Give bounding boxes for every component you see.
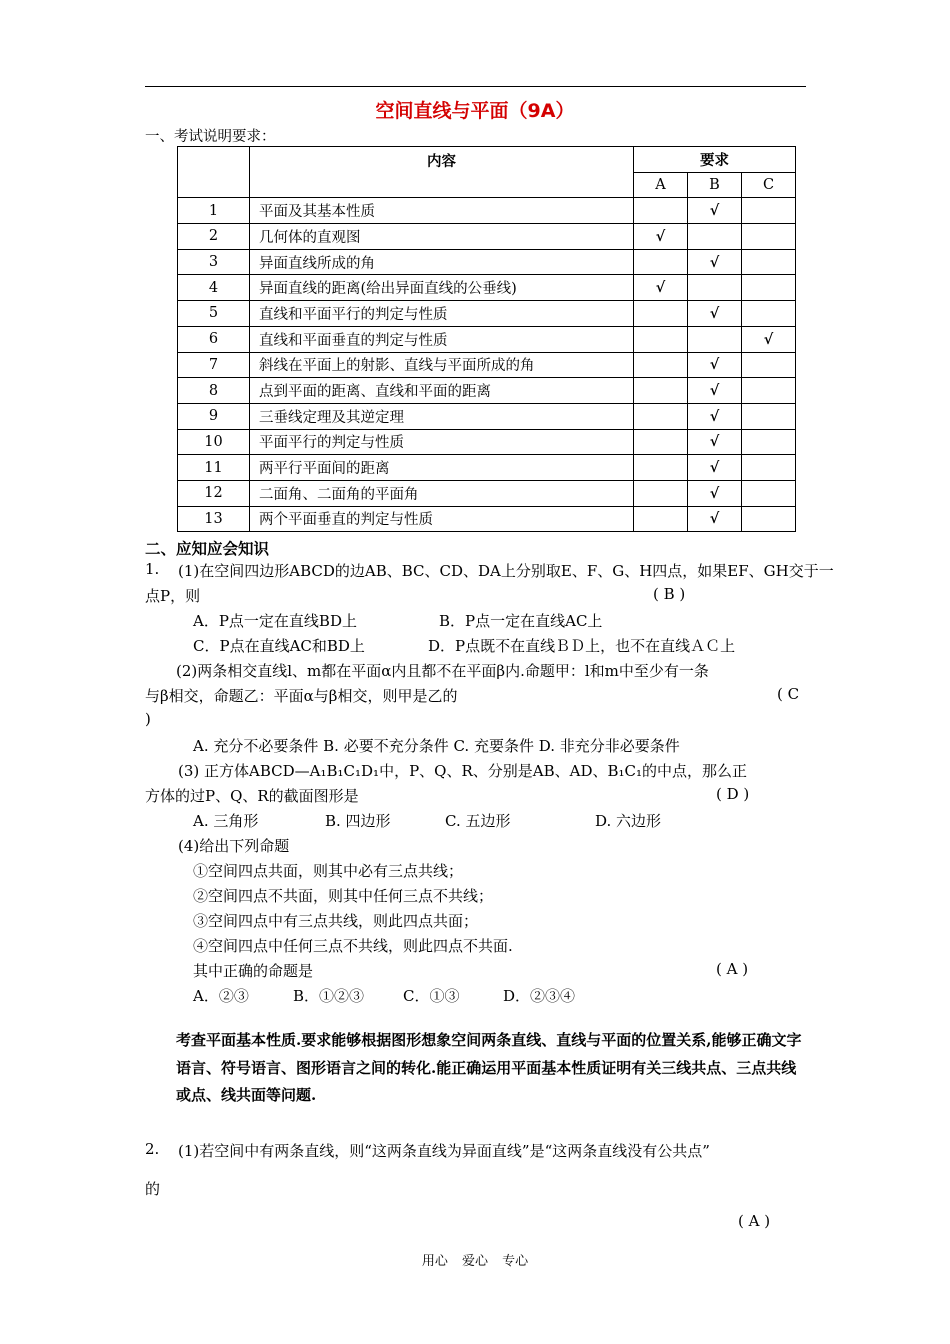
row-number: 1: [178, 198, 250, 224]
q1-part4-item-1: ①空间四点共面，则其中必有三点共线；: [193, 862, 464, 880]
level-a-cell: [634, 429, 688, 455]
level-a-cell: [634, 378, 688, 404]
check-mark-icon: √: [709, 202, 720, 220]
q1-part4-item-4: ④空间四点中任何三点不共线，则此四点不共面.: [193, 937, 513, 955]
level-c-cell: [742, 506, 796, 532]
q1-part2-answer-open: ( C: [777, 685, 800, 703]
check-mark-icon: √: [709, 433, 720, 451]
row-content: 异面直线所成的角: [250, 249, 634, 275]
level-a-cell: [634, 249, 688, 275]
check-mark-icon: √: [655, 227, 666, 245]
table-row: [178, 326, 796, 352]
summary-text: 考查平面基本性质.要求能够根据图形想象空间两条直线、直线与平面的位置关系,能够正确文字语言、符号语言、图形语言之间的转化.能正确运用平面基本性质证明有关三线共点、三点共线或点、线共面等问题.: [176, 1031, 802, 1104]
q1-part4-answer: ( A ): [716, 960, 749, 978]
q1-part4-option-b: B．①②③: [293, 987, 365, 1005]
q1-part1-option-c: C．P点在直线AC和BD上: [193, 637, 365, 655]
section-1-heading: 一、考试说明要求：: [145, 129, 276, 145]
row-number: 8: [178, 378, 250, 404]
level-b-cell: [688, 480, 742, 506]
row-number: 6: [178, 326, 250, 352]
summary-paragraph: [176, 1027, 806, 1110]
row-content: 直线和平面平行的判定与性质: [250, 301, 634, 327]
level-b-cell: [688, 249, 742, 275]
q1-part2-answer-close: ): [145, 710, 151, 728]
level-b-cell: [688, 275, 742, 301]
level-c-cell: [742, 301, 796, 327]
level-c-header: C: [742, 172, 796, 198]
q1-part4-item-2: ②空间四点不共面，则其中任何三点不共线；: [193, 887, 494, 905]
q1-part1-line2: 点P，则: [145, 587, 201, 605]
row-number: 5: [178, 301, 250, 327]
row-number: 2: [178, 224, 250, 250]
level-a-cell: [634, 506, 688, 532]
row-content: 三垂线定理及其逆定理: [250, 403, 634, 429]
level-b-cell: [688, 403, 742, 429]
row-content: 平面平行的判定与性质: [250, 429, 634, 455]
table-row: [178, 224, 796, 250]
table-row: [178, 403, 796, 429]
row-number: 10: [178, 429, 250, 455]
q1-number: 1.: [145, 560, 160, 578]
requirements-table: [177, 146, 796, 532]
q1-part4-option-a: A．②③: [193, 987, 249, 1005]
check-mark-icon: √: [709, 382, 720, 400]
row-content: 点到平面的距离、直线和平面的距离: [250, 378, 634, 404]
level-a-cell: [634, 301, 688, 327]
row-number: 13: [178, 506, 250, 532]
header-content: 内容: [250, 147, 634, 198]
q1-part2-line2: 与β相交，命题乙：平面α与β相交，则甲是乙的: [145, 687, 458, 705]
level-c-cell: [742, 403, 796, 429]
q1-part4-line1: (4)给出下列命题: [178, 837, 290, 855]
q1-part1-option-d: D．P点既不在直线ＢＤ上，也不在直线ＡＣ上: [428, 637, 736, 655]
q1-part2-options: A. 充分不必要条件 B. 必要不充分条件 C. 充要条件 D. 非充分非必要条件: [193, 737, 680, 755]
q1-part4-item-3: ③空间四点中有三点共线，则此四点共面；: [193, 912, 479, 930]
table-corner-cell: [178, 147, 250, 198]
q1-part1-option-b: B．P点一定在直线AC上: [439, 612, 603, 630]
level-c-cell: [742, 429, 796, 455]
level-a-cell: [634, 352, 688, 378]
level-c-cell: [742, 326, 796, 352]
level-b-header: B: [688, 172, 742, 198]
level-a-cell: [634, 198, 688, 224]
q1-part4-question: 其中正确的命题是: [193, 962, 314, 980]
row-content: 两个平面垂直的判定与性质: [250, 506, 634, 532]
level-c-cell: [742, 224, 796, 250]
row-number: 3: [178, 249, 250, 275]
level-b-cell: [688, 429, 742, 455]
level-a-cell: [634, 455, 688, 481]
q1-part3-option-a: A. 三角形: [193, 812, 259, 830]
check-mark-icon: √: [709, 356, 720, 374]
q1-part3-option-c: C. 五边形: [445, 812, 511, 830]
level-b-cell: [688, 326, 742, 352]
level-a-cell: [634, 403, 688, 429]
q1-part3-line2: 方体的过P、Q、R的截面图形是: [145, 787, 359, 805]
q1-part3-line1: (3) 正方体ABCD—A₁B₁C₁D₁中，P、Q、R、分别是AB、AD、B₁C₁的中点，那么正: [178, 762, 747, 780]
row-number: 4: [178, 275, 250, 301]
level-b-cell: [688, 301, 742, 327]
level-c-cell: [742, 352, 796, 378]
table-row: [178, 275, 796, 301]
row-number: 12: [178, 480, 250, 506]
q1-part1-line1: (1)在空间四边形ABCD的边AB、BC、CD、DA上分别取E、F、G、H四点，如果EF、GH交于一: [178, 562, 834, 580]
page-title: 空间直线与平面（9A）: [375, 100, 575, 122]
table-row: [178, 378, 796, 404]
row-content: 二面角、二面角的平面角: [250, 480, 634, 506]
header-requirement: 要求: [634, 147, 796, 173]
row-content: 直线和平面垂直的判定与性质: [250, 326, 634, 352]
level-b-cell: [688, 455, 742, 481]
q1-part1-answer: ( B ): [653, 585, 686, 603]
table-row: [178, 429, 796, 455]
check-mark-icon: √: [709, 304, 720, 322]
row-content: 几何体的直观图: [250, 224, 634, 250]
level-a-cell: [634, 275, 688, 301]
check-mark-icon: √: [709, 407, 720, 425]
header-rule: [145, 86, 806, 87]
level-c-cell: [742, 455, 796, 481]
level-a-header: A: [634, 172, 688, 198]
level-a-cell: [634, 224, 688, 250]
level-c-cell: [742, 198, 796, 224]
row-content: 两平行平面间的距离: [250, 455, 634, 481]
level-c-cell: [742, 480, 796, 506]
q1-part3-answer: ( D ): [716, 785, 750, 803]
page-footer: 用心 爱心 专心: [421, 1254, 529, 1269]
table-row: [178, 352, 796, 378]
check-mark-icon: √: [709, 253, 720, 271]
q2-line2: 的: [145, 1180, 161, 1198]
level-b-cell: [688, 224, 742, 250]
row-number: 11: [178, 455, 250, 481]
row-content: 斜线在平面上的射影、直线与平面所成的角: [250, 352, 634, 378]
table-row: [178, 455, 796, 481]
level-b-cell: [688, 198, 742, 224]
level-c-cell: [742, 249, 796, 275]
level-b-cell: [688, 378, 742, 404]
level-c-cell: [742, 378, 796, 404]
check-mark-icon: √: [709, 459, 720, 477]
q1-part2-line1: (2)两条相交直线l、m都在平面α内且都不在平面β内.命题甲：l和m中至少有一条: [176, 662, 709, 680]
level-a-cell: [634, 326, 688, 352]
table-row: [178, 198, 796, 224]
table-row: [178, 506, 796, 532]
q1-part4-option-d: D．②③④: [503, 987, 576, 1005]
level-b-cell: [688, 506, 742, 532]
q2-answer: ( A ): [738, 1212, 771, 1230]
q2-line1: (1)若空间中有两条直线，则“这两条直线为异面直线”是“这两条直线没有公共点”: [178, 1142, 710, 1160]
table-row: [178, 249, 796, 275]
table-row: [178, 480, 796, 506]
q1-part1-option-a: A．P点一定在直线BD上: [193, 612, 357, 630]
row-content: 异面直线的距离(给出异面直线的公垂线): [250, 275, 634, 301]
row-number: 9: [178, 403, 250, 429]
check-mark-icon: √: [709, 510, 720, 528]
check-mark-icon: √: [709, 484, 720, 502]
q1-part3-option-d: D. 六边形: [595, 812, 662, 830]
section-2-heading: 二、应知应会知识: [145, 540, 270, 558]
level-c-cell: [742, 275, 796, 301]
q1-part4-option-c: C．①③: [403, 987, 460, 1005]
check-mark-icon: √: [655, 279, 666, 297]
q1-part3-option-b: B. 四边形: [325, 812, 391, 830]
check-mark-icon: √: [763, 330, 774, 348]
level-b-cell: [688, 352, 742, 378]
level-a-cell: [634, 480, 688, 506]
row-content: 平面及其基本性质: [250, 198, 634, 224]
row-number: 7: [178, 352, 250, 378]
q2-number: 2.: [145, 1140, 160, 1158]
table-row: [178, 301, 796, 327]
